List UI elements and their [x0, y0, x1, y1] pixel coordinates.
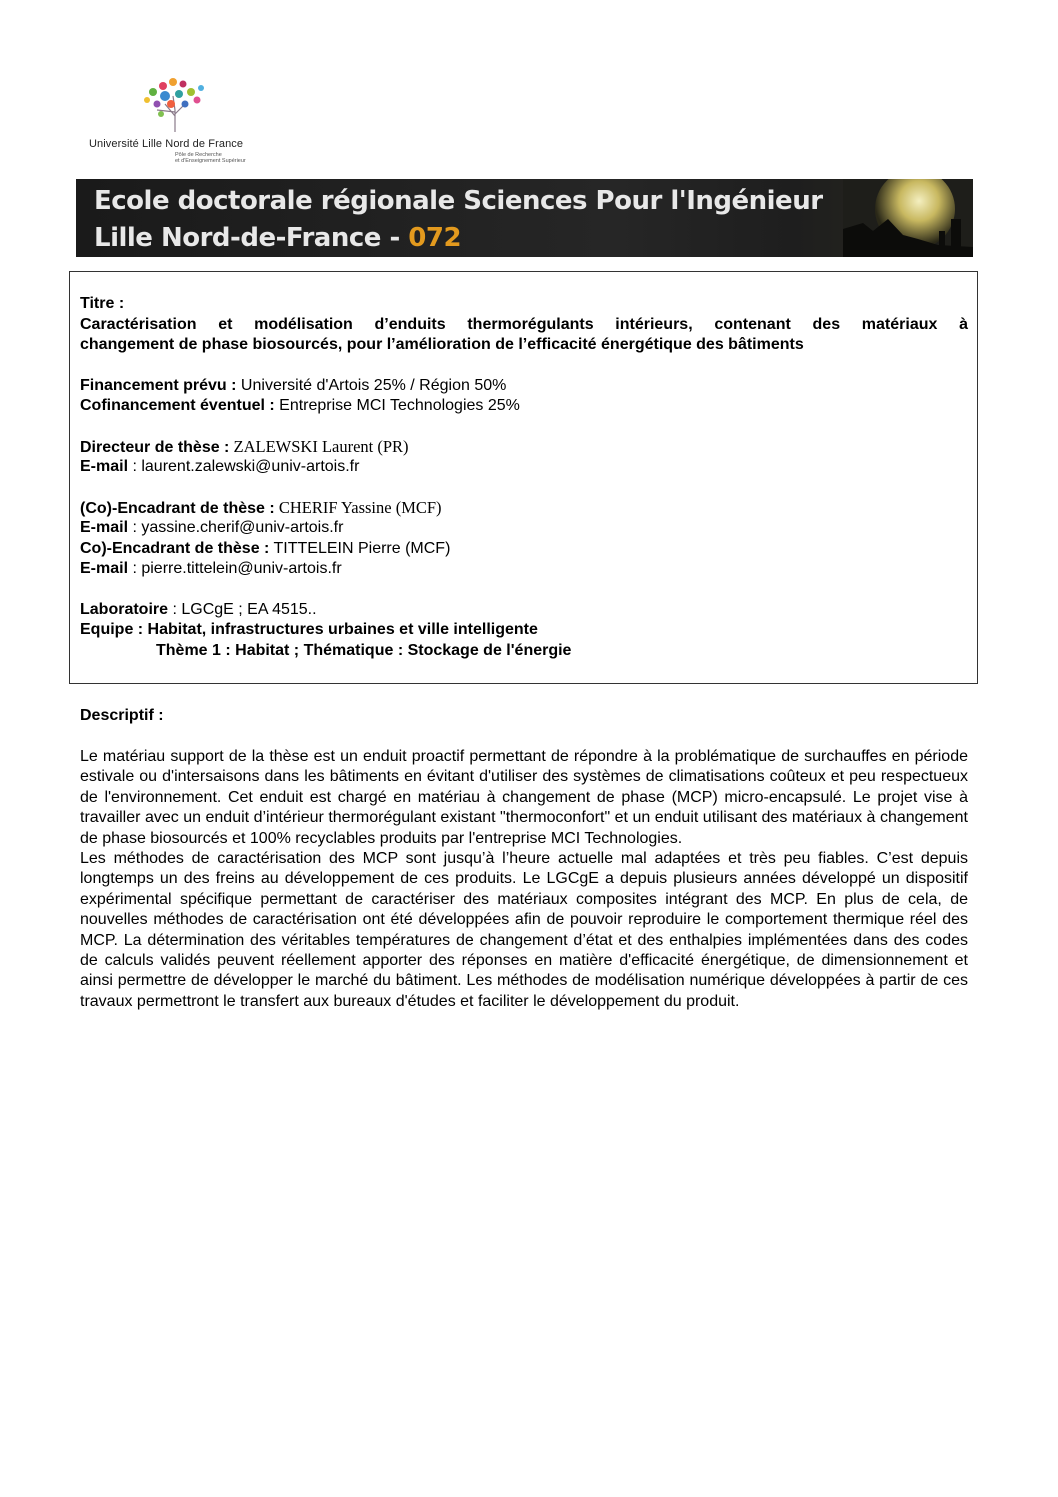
thesis-info-box — [69, 271, 978, 684]
tree-logo-icon — [135, 72, 215, 134]
coencadrant1-email-row: E-mail : yassine.cherif@univ-artois.fr — [80, 519, 344, 536]
thesis-title-line2: changement de phase biosourcés, pour l’amélioration de l’efficacité énergétique des bâtiments — [80, 336, 804, 353]
university-logo — [85, 72, 275, 172]
descriptif-heading: Descriptif : — [80, 707, 164, 724]
cofinancement-row: Cofinancement éventuel : Entreprise MCI Technologies 25% — [80, 397, 520, 414]
banner-decoration-icon — [843, 179, 973, 257]
banner-subtitle: Lille Nord-de-France - 072 — [94, 223, 462, 253]
descriptif-paragraph-1: Le matériau support de la thèse est un enduit proactif permettant de répondre à la problématique de surchauffes en période estivale ou d'intersaisons dans les bâtiments en évitant d'utiliser des systèmes de climatisations coûteux et peu respectueux de l'environnement. Cet enduit est chargé en matériau à changement de phase (MCP) micro-encapsulé. Le projet vise à travailler avec un enduit d’intérieur thermorégulant existant "thermoconfort" et un enduit utilisant des matériaux à changement de phase biosourcés et 100% recyclables produits par l'entreprise MCI Technologies. — [80, 748, 968, 847]
banner-number: 072 — [408, 223, 462, 253]
coencadrant2-row: Co)-Encadrant de thèse : TITTELEIN Pierre (MCF) — [80, 539, 451, 557]
university-subtitle: Pôle de Recherche et d'Enseignement Supérieur — [175, 152, 246, 164]
banner-title: Ecole doctorale régionale Sciences Pour l'Ingénieur — [94, 186, 823, 216]
doctoral-school-banner — [76, 179, 973, 257]
theme-row: Thème 1 : Habitat ; Thématique : Stockage de l'énergie — [156, 641, 572, 659]
titre-label: Titre : — [80, 295, 125, 312]
financement-row: Financement prévu : Université d'Artois 25% / Région 50% — [80, 376, 507, 394]
directeur-email-row: E-mail : laurent.zalewski@univ-artois.fr — [80, 458, 360, 475]
directeur-row: Directeur de thèse : ZALEWSKI Laurent (PR) — [80, 436, 409, 456]
university-name: Université Lille Nord de France — [89, 138, 244, 150]
laboratoire-row: Laboratoire : LGCgE ; EA 4515.. — [80, 600, 317, 618]
descriptif-paragraph-2: Les méthodes de caractérisation des MCP sont jusqu’à l’heure actuelle mal adaptées et très peu fiables. C’est depuis longtemps un des freins au développement de ces produits. Le LGCgE a depuis plusieurs années développé un dispositif expérimental spécifique permettant de caractériser des matériaux composites intégrant des MCP. En plus de cela, de nouvelles méthodes de caractérisation ont été développées afin de pouvoir reproduire le comportement thermique réel des MCP. La détermination des véritables températures de changement d’état et des enthalpies implémentées dans des codes de calculs validés peuvent réellement apporter des réponses en matière d'efficacité énergétique, de dimensionnement et ainsi permettre de développer le marché du bâtiment. Les méthodes de modélisation numérique développées à partir de ces travaux permettront le transfert aux bureaux d'études et faciliter le développement du produit. — [80, 850, 968, 1010]
thesis-title-line1: Caractérisation et modélisation d’enduits thermorégulants intérieurs, contenant des matériaux à — [80, 315, 968, 333]
coencadrant1-row: (Co)-Encadrant de thèse : CHERIF Yassine (MCF) — [80, 497, 442, 517]
descriptif-body — [80, 747, 968, 1012]
equipe-row: Equipe : Habitat, infrastructures urbaines et ville intelligente — [80, 621, 538, 638]
coencadrant2-email-row: E-mail : pierre.tittelein@univ-artois.fr — [80, 560, 342, 577]
